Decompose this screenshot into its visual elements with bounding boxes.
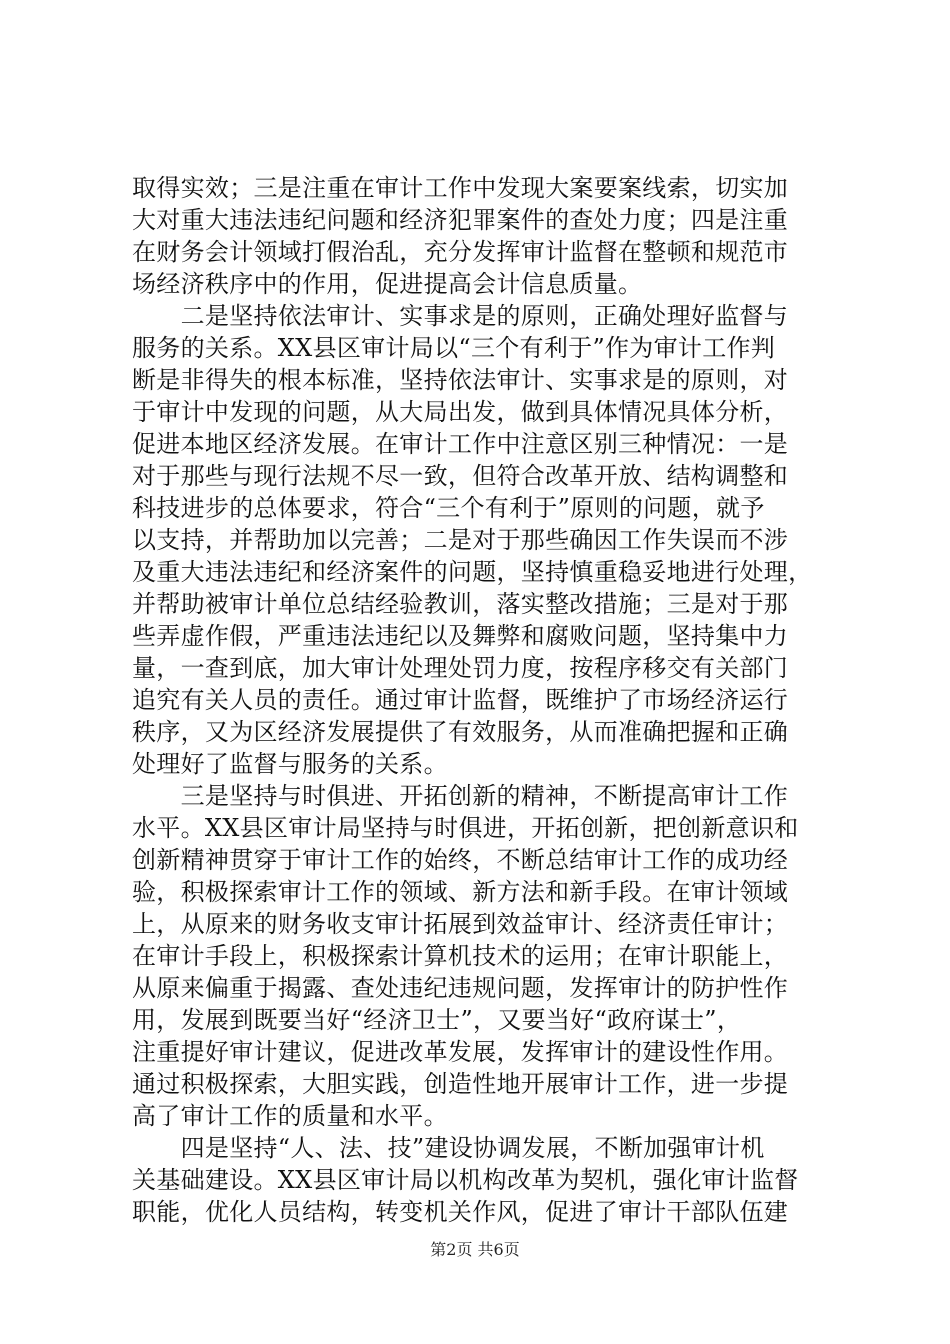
text-line: 以支持，并帮助加以完善；二是对于那些确因工作失误而不涉 (132, 526, 789, 554)
text-line: 二是坚持依法审计、实事求是的原则，正确处理好监督与 (132, 302, 789, 330)
text-line: 大对重大违法违纪问题和经济犯罪案件的查处力度；四是注重 (132, 206, 789, 234)
text-line: 创新精神贯穿于审计工作的始终，不断总结审计工作的成功经 (132, 846, 789, 874)
text-line: 高了审计工作的质量和水平。 (132, 1102, 448, 1130)
text-line: 对于那些与现行法规不尽一致，但符合改革开放、结构调整和 (132, 462, 789, 490)
text-line: 量，一查到底，加大审计处理处罚力度，按程序移交有关部门 (132, 654, 789, 682)
text-line: 促进本地区经济发展。在审计工作中注意区别三种情况：一是 (132, 430, 789, 458)
body-text (132, 172, 828, 1228)
text-line: 断是非得失的根本标准，坚持依法审计、实事求是的原则，对 (132, 366, 789, 394)
text-line: 处理好了监督与服务的关系。 (132, 750, 448, 778)
text-line: 于审计中发现的问题，从大局出发，做到具体情况具体分析， (132, 398, 789, 426)
text-line: 秩序，又为区经济发展提供了有效服务，从而准确把握和正确 (132, 718, 789, 746)
text-line: 上，从原来的财务收支审计拓展到效益审计、经济责任审计； (132, 910, 789, 938)
text-line: 服务的关系。XX县区审计局以“三个有利于”作为审计工作判 (132, 334, 776, 362)
text-line: 通过积极探索，大胆实践，创造性地开展审计工作，进一步提 (132, 1070, 789, 1098)
text-line: 场经济秩序中的作用，促进提高会计信息质量。 (132, 270, 643, 298)
text-line: 三是坚持与时俱进、开拓创新的精神，不断提高审计工作 (132, 782, 789, 810)
text-line: 关基础建设。XX县区审计局以机构改革为契机，强化审计监督 (132, 1166, 799, 1194)
text-line: 科技进步的总体要求，符合“三个有利于”原则的问题，就予 (132, 494, 765, 522)
text-line: 些弄虚作假，严重违法违纪以及舞弊和腐败问题，坚持集中力 (132, 622, 789, 650)
text-line: 用，发展到既要当好“经济卫士”，又要当好“政府谋士”， (132, 1006, 742, 1034)
text-line: 水平。XX县区审计局坚持与时俱进，开拓创新，把创新意识和 (132, 814, 799, 842)
text-line: 注重提好审计建议，促进改革发展，发挥审计的建设性作用。 (132, 1038, 789, 1066)
page-footer: 第2页 共6页 (430, 1240, 520, 1259)
text-line: 并帮助被审计单位总结经验教训，落实整改措施；三是对于那 (132, 590, 789, 618)
text-line: 及重大违法违纪和经济案件的问题，坚持慎重稳妥地进行处理， (132, 558, 813, 586)
text-line: 职能，优化人员结构，转变机关作风，促进了审计干部队伍建 (132, 1198, 789, 1226)
text-line: 追究有关人员的责任。通过审计监督，既维护了市场经济运行 (132, 686, 789, 714)
text-line: 在审计手段上，积极探索计算机技术的运用；在审计职能上， (132, 942, 789, 970)
text-line: 在财务会计领域打假治乱，充分发挥审计监督在整顿和规范市 (132, 238, 789, 266)
text-line: 四是坚持“人、法、技”建设协调发展，不断加强审计机 (132, 1134, 765, 1162)
text-line: 从原来偏重于揭露、查处违纪违规问题，发挥审计的防护性作 (132, 974, 789, 1002)
text-line: 取得实效；三是注重在审计工作中发现大案要案线索，切实加 (132, 174, 789, 202)
text-line: 验，积极探索审计工作的领域、新方法和新手段。在审计领域 (132, 878, 789, 906)
